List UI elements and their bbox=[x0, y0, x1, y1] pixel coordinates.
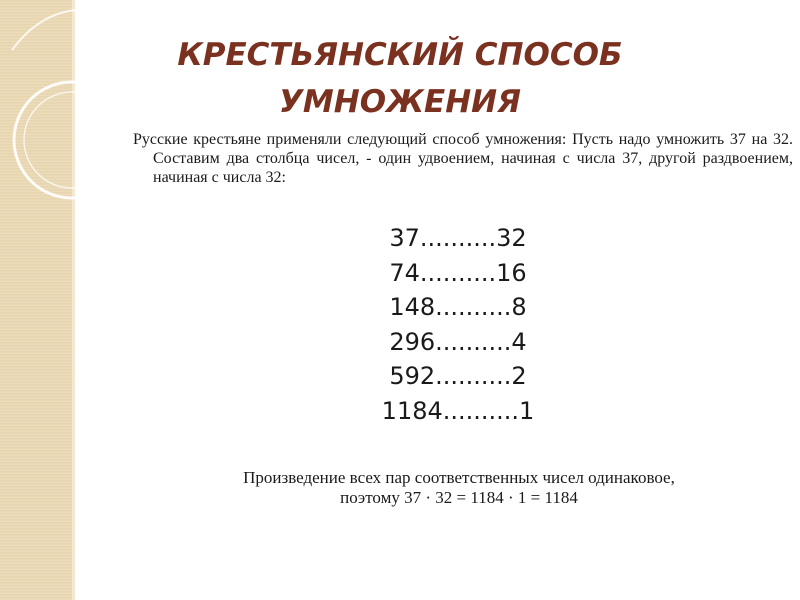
deco-ring-inner bbox=[24, 92, 120, 188]
pair-row: 148..........8 bbox=[389, 293, 527, 321]
conclusion-line-2: поэтому 37 · 32 = 1184 · 1 = 1184 bbox=[340, 488, 578, 507]
number-pairs-list bbox=[300, 221, 616, 428]
deco-arc-top bbox=[12, 10, 95, 51]
deco-ring-large bbox=[14, 82, 130, 198]
pair-row: 37..........32 bbox=[389, 224, 527, 252]
conclusion-text bbox=[130, 468, 788, 508]
intro-paragraph: Русские крестьяне применяли следующий способ умножения: Пусть надо умножить 37 на 32. Составим два столбца чисел, - один удвоением, начиная с числа 37, другой раздвоением, начиная с числа 32: bbox=[133, 131, 793, 186]
conclusion-line-1: Произведение всех пар соответственных чисел одинаковое, bbox=[243, 468, 675, 487]
pair-row: 592..........2 bbox=[389, 362, 527, 390]
title-line-1: КРЕСТЬЯНСКИЙ СПОСОБ bbox=[177, 37, 623, 73]
pair-row: 1184..........1 bbox=[381, 396, 535, 425]
title-line-2: УМНОЖЕНИЯ bbox=[279, 84, 521, 120]
pair-row: 74..........16 bbox=[389, 258, 527, 287]
pair-row: 296..........4 bbox=[389, 327, 527, 356]
page-title bbox=[150, 32, 650, 126]
